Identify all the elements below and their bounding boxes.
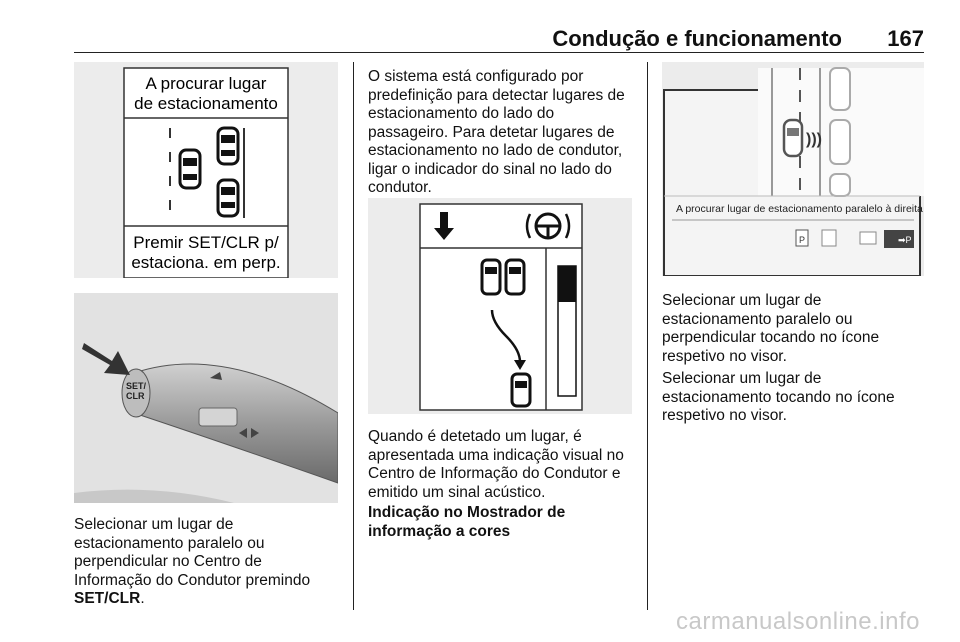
detection-progress-fill: [558, 266, 576, 302]
car-icon: [506, 260, 524, 294]
svg-text:➡P: ➡P: [898, 235, 912, 245]
svg-text:P: P: [799, 235, 806, 245]
parked-car-icon: [218, 180, 238, 216]
car-icon: [180, 150, 200, 188]
figure-parking-search-display: [74, 62, 338, 278]
figure-stalk-button: [74, 293, 338, 503]
rocker-switch: [199, 408, 237, 426]
color-display-illustration: [662, 62, 924, 276]
page-number: 167: [887, 26, 924, 51]
figure1-footer-line2: estaciona. em perp.: [131, 253, 281, 272]
parked-car-icon: [830, 120, 850, 164]
column3-paragraph-1: Selecionar um lugar de estacionamento paralelo ou perpendicular tocando no ícone respetivo no visor.: [662, 292, 880, 365]
column2-heading: Indicação no Mostrador de informação a cores: [368, 504, 566, 540]
arrow-pointer-icon: [82, 343, 130, 375]
car-icon: [512, 374, 530, 406]
car-icon: [482, 260, 500, 294]
column-divider-1: [353, 62, 354, 610]
parking-search-illustration: [74, 62, 338, 278]
parking-detection-illustration: [368, 198, 632, 414]
watermark: carmanualsonline.info: [676, 608, 920, 635]
stalk-illustration: [74, 293, 338, 503]
column1-paragraph: [74, 516, 338, 609]
car-icon: [784, 120, 802, 156]
figure-parking-detection: [368, 198, 632, 414]
figure-color-display: [662, 62, 924, 276]
column1-text: Selecionar um lugar de estacionamento paralelo ou perpendicular no Centro de Informação do Condutor premindo: [74, 516, 311, 589]
figure1-title-line1: A procurar lugar: [145, 74, 267, 93]
column2-paragraph-2: Quando é detetado um lugar, é apresentada uma indicação visual no Centro de Informação do Condutor e emitido um sinal acústico.: [368, 428, 624, 501]
column2-paragraph-1: O sistema está configurado por predefinição para detectar lugares de estacionamento do lado do passageiro. Para detetar lugares de estacionamento no lado de condutor, ligar o indicador do sinal no lado do condutor.: [368, 68, 625, 196]
column-divider-2: [647, 62, 648, 610]
figure1-footer-line1: Premir SET/CLR p/: [133, 233, 279, 252]
set-clr-label: SET/CLR: [74, 590, 141, 607]
section-title: Condução e funcionamento: [552, 26, 842, 51]
column1-period: .: [140, 590, 145, 607]
column3-paragraph-2: Selecionar um lugar de estacionamento tocando no ícone respetivo no visor.: [662, 370, 895, 424]
parked-car-icon: [830, 68, 850, 110]
parked-car-icon: [830, 174, 850, 196]
set-clr-button-line2: CLR: [126, 391, 145, 401]
display-caption: A procurar lugar de estacionamento paralelo à direita: [676, 203, 923, 215]
set-clr-button-line1: SET/: [126, 381, 147, 391]
sensor-waves-icon: ))): [806, 131, 822, 148]
figure1-title-line2: de estacionamento: [134, 94, 278, 113]
parked-car-icon: [218, 128, 238, 164]
header-rule: [74, 52, 924, 53]
